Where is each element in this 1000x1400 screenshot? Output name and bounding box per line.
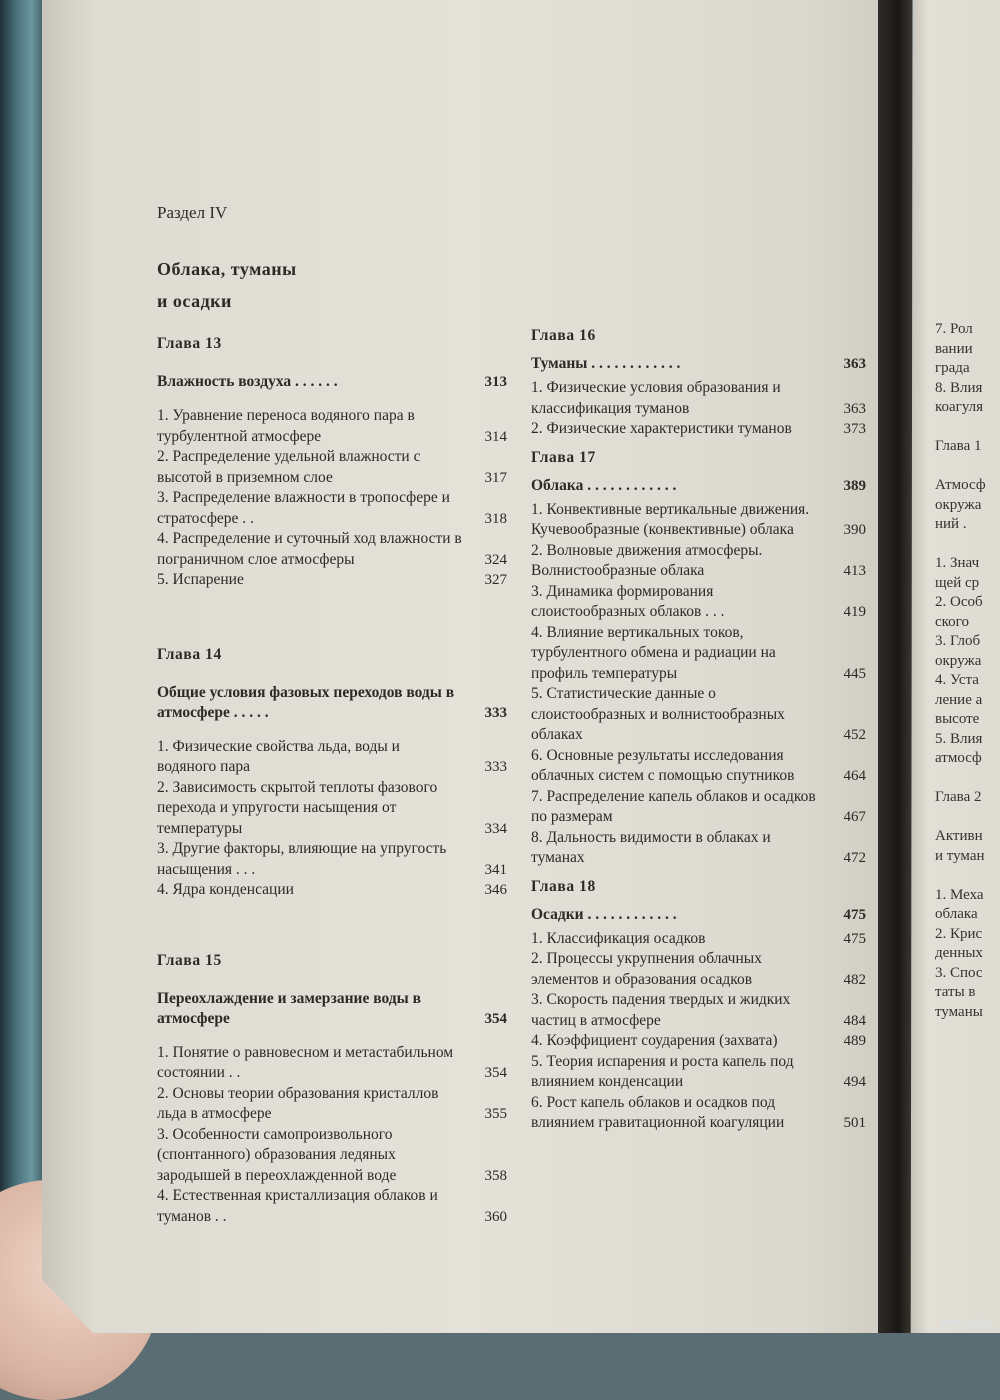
entry-page: 373: [843, 421, 866, 437]
entry-page: 475: [843, 930, 866, 947]
chapter-heading: Глава 14: [157, 645, 222, 663]
chapter-block: [531, 322, 866, 440]
toc-entry: [157, 1084, 507, 1125]
chapter-title-row: [531, 354, 866, 374]
toc-entry: [157, 488, 507, 529]
entry-page: 494: [843, 1074, 866, 1090]
entry-list: [531, 500, 866, 869]
chapter-title-row: [531, 476, 866, 496]
entry-page: 355: [484, 1106, 507, 1122]
entry-page: 358: [484, 1167, 507, 1184]
toc-entry: [531, 828, 866, 869]
chapter-title: Осадки . . . . . . . . . . . .: [531, 905, 677, 923]
entry-page: 360: [484, 1208, 507, 1225]
toc-entry: [531, 990, 866, 1031]
toc-entry: [531, 929, 866, 950]
chapter-title: Туманы . . . . . . . . . . . .: [531, 355, 681, 372]
chapter-title: Облака . . . . . . . . . . . .: [531, 476, 677, 494]
chapter-page: 354: [484, 1010, 507, 1027]
toc-middle-column: [531, 322, 866, 1134]
entry-page: 314: [484, 428, 507, 445]
entry-text: 1. Классификация осадков: [531, 929, 706, 947]
chapter-heading: Глава 13: [157, 335, 222, 352]
chapter-heading: Глава 16: [531, 327, 596, 344]
entry-text: 7. Распределение капель облаков и осадков по размерам: [531, 787, 816, 825]
entry-list: [157, 737, 507, 901]
entry-text: 4. Ядра конденсации: [157, 881, 294, 898]
entry-page: 317: [484, 469, 507, 486]
entry-text: 3. Распределение влажности в тропосфере и стратосфере . .: [157, 489, 450, 527]
chapter-heading: Глава 18: [531, 877, 596, 895]
toc-entry: [157, 1125, 507, 1187]
toc-entry: [157, 1043, 507, 1084]
chapter-title-row: [157, 372, 507, 392]
entry-page: 354: [484, 1065, 507, 1081]
entry-page: 327: [484, 572, 507, 588]
toc-entry: [157, 406, 507, 447]
entry-text: 4. Влияние вертикальных токов, турбулентного обмена и радиации на профиль температуры: [531, 623, 776, 682]
right-page-text: 7. Рол вании града 8. Влия коагуля Глава 1 Атмосф окружа ний . 1. Знач щей ср 2. Особ ского 3. Глоб окружа 4. Уста ление а высоте 5. Влия атмосф Глава 2 Активн и туман 1. Меха облака 2. Крис денных 3. Спос таты в туманы: [935, 321, 986, 1020]
book-spine: [878, 0, 912, 1333]
book-cover-edge: [0, 0, 45, 1333]
toc-entry: [531, 949, 866, 990]
entry-text: 2. Физические характеристики туманов: [531, 420, 792, 437]
toc-left-column: [157, 330, 507, 1227]
toc-entry: [531, 1031, 866, 1052]
entry-page: 445: [843, 665, 866, 682]
entry-list: [531, 929, 866, 1134]
entry-text: 4. Распределение и суточный ход влажности в пограничном слое атмосферы: [157, 530, 462, 568]
chapter-page: 363: [843, 356, 866, 372]
chapter-block: [157, 330, 507, 591]
chapter-title-row: [157, 683, 507, 723]
toc-entry: [531, 623, 866, 685]
toc-entry: [157, 880, 507, 901]
entry-page: 318: [484, 510, 507, 527]
toc-entry: [157, 570, 507, 591]
chapter-title: Переохлаждение и замерзание воды в атмосфере: [157, 989, 421, 1027]
entry-text: 2. Распределение удельной влажности с высотой в приземном слое: [157, 448, 421, 486]
entry-page: 472: [843, 850, 866, 866]
toc-entry: [157, 1186, 507, 1227]
entry-text: 3. Особенности самопроизвольного (спонтанного) образования ледяных зародышей в переохлажденной воде: [157, 1125, 397, 1184]
section-label: Раздел IV: [157, 203, 228, 222]
entry-page: 334: [484, 820, 507, 837]
entry-page: 341: [484, 861, 507, 878]
entry-text: 5. Испарение: [157, 571, 244, 588]
toc-entry: [157, 778, 507, 840]
toc-entry: [157, 839, 507, 880]
entry-page: 482: [843, 971, 866, 988]
entry-text: 5. Теория испарения и роста капель под влиянием конденсации: [531, 1052, 794, 1090]
entry-text: 8. Дальность видимости в облаках и туманах: [531, 828, 771, 866]
entry-text: 6. Рост капель облаков и осадков под влиянием гравитационной коагуляции: [531, 1093, 785, 1131]
entry-page: 346: [484, 882, 507, 898]
toc-entry: [531, 419, 866, 440]
entry-list: [157, 406, 507, 591]
toc-entry: [531, 500, 866, 541]
entry-page: 333: [484, 759, 507, 775]
chapter-title: Влажность воздуха . . . . . .: [157, 373, 338, 390]
entry-text: 2. Процессы укрупнения облачных элементов и образования осадков: [531, 950, 762, 988]
toc-entry: [157, 447, 507, 488]
entry-page: 452: [843, 727, 866, 743]
chapter-block: [157, 947, 507, 1228]
entry-text: 3. Другие факторы, влияющие на упругость насыщения . . .: [157, 840, 447, 878]
toc-entry: [531, 746, 866, 787]
entry-page: 501: [843, 1115, 866, 1131]
entry-text: 3. Динамика формирования слоистообразных облаков . . .: [531, 582, 725, 620]
chapter-title-row: [531, 905, 866, 925]
entry-page: 413: [843, 563, 866, 579]
entry-text: 1. Физические свойства льда, воды и водяного пара: [157, 737, 400, 775]
toc-entry: [531, 541, 866, 582]
chapter-page: 389: [843, 477, 866, 494]
entry-page: 390: [843, 522, 866, 538]
toc-entry: [531, 684, 866, 746]
chapter-heading: Глава 17: [531, 448, 596, 466]
entry-page: 419: [843, 604, 866, 620]
toc-entry: [531, 787, 866, 828]
entry-text: 5. Статистические данные о слоистообразных и волнистообразных облаках: [531, 685, 785, 743]
toc-entry: [157, 737, 507, 778]
entry-page: 324: [484, 551, 507, 568]
entry-page: 464: [843, 768, 866, 784]
entry-text: 2. Волновые движения атмосферы. Волнистообразные облака: [531, 541, 763, 579]
entry-page: 467: [843, 809, 866, 825]
toc-entry: [531, 1093, 866, 1134]
chapter-block: [531, 873, 866, 1134]
entry-page: 363: [843, 400, 866, 417]
chapter-heading: Глава 15: [157, 951, 222, 969]
toc-entry: [531, 1052, 866, 1093]
chapter-block: [531, 444, 866, 869]
entry-text: 1. Конвективные вертикальные движения. Кучевообразные (конвективные) облака: [531, 500, 810, 538]
entry-text: 2. Основы теории образования кристаллов льда в атмосфере: [157, 1084, 439, 1122]
section-title: Облака, туманы и осадки: [157, 259, 297, 311]
entry-page: 484: [843, 1012, 866, 1029]
chapter-page: 313: [484, 374, 507, 390]
chapter-page: 333: [484, 704, 507, 721]
entry-text: 3. Скорость падения твердых и жидких частиц в атмосфере: [531, 991, 791, 1029]
watermark: www.ay.by: [940, 1317, 992, 1329]
entry-text: 1. Уравнение переноса водяного пара в турбулентной атмосфере: [157, 407, 415, 445]
chapter-block: [157, 641, 507, 901]
entry-page: 489: [843, 1033, 866, 1049]
chapter-title-row: [157, 989, 507, 1029]
entry-list: [531, 378, 866, 440]
toc-entry: [157, 529, 507, 570]
chapter-page: 475: [843, 906, 866, 923]
chapter-title: Общие условия фазовых переходов воды в атмосфере . . . . .: [157, 683, 455, 721]
toc-entry: [531, 378, 866, 419]
entry-text: 4. Естественная кристаллизация облаков и туманов . .: [157, 1187, 438, 1225]
entry-text: 2. Зависимость скрытой теплоты фазового перехода и упругости насыщения от температуры: [157, 778, 438, 837]
entry-list: [157, 1043, 507, 1228]
entry-text: 1. Физические условия образования и классификация туманов: [531, 379, 781, 417]
entry-text: 4. Коэффициент соударения (захвата): [531, 1032, 778, 1049]
toc-entry: [531, 582, 866, 623]
entry-text: 1. Понятие о равновесном и метастабильном состоянии . .: [157, 1043, 454, 1081]
entry-text: 6. Основные результаты исследования облачных систем с помощью спутников: [531, 746, 795, 784]
